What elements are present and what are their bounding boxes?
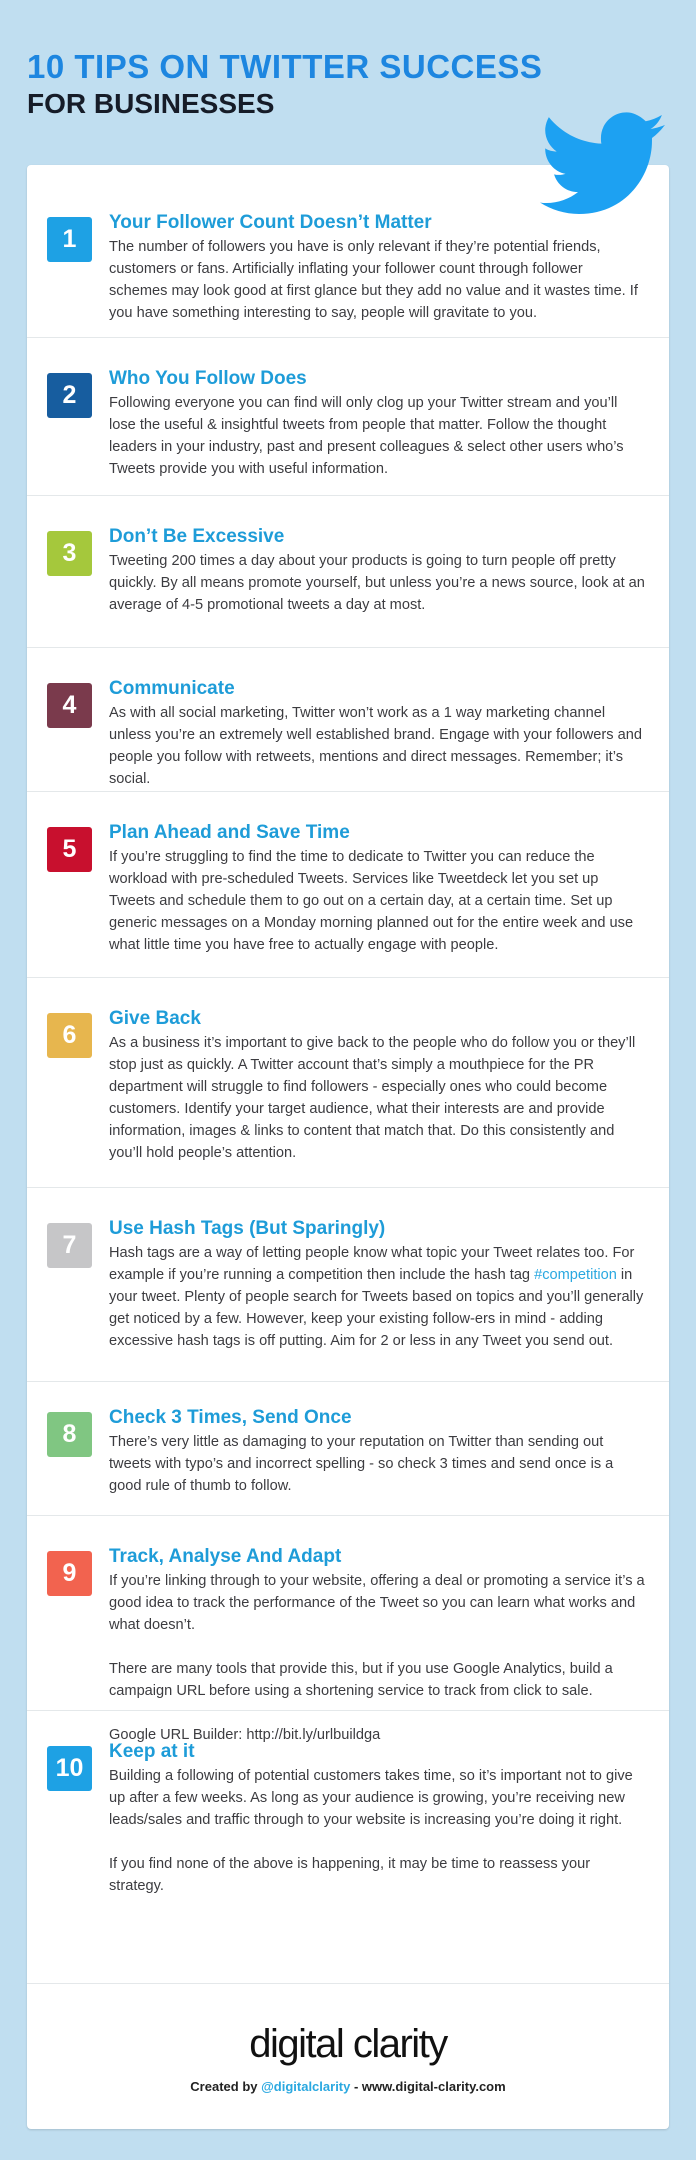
tip-number-badge: 6 [47, 1013, 92, 1058]
credit-line [27, 2079, 669, 2094]
tip-section-9 [27, 1516, 669, 1743]
tip-title: Keep at it [109, 1741, 195, 1762]
tip-title: Plan Ahead and Save Time [109, 822, 350, 843]
tip-number-badge: 5 [47, 827, 92, 872]
tip-title: Check 3 Times, Send Once [109, 1407, 352, 1428]
tip-section-10 [27, 1711, 669, 1984]
tip-title: Use Hash Tags (But Sparingly) [109, 1218, 386, 1239]
page-title: 10 TIPS ON TWITTER SUCCESS [27, 48, 543, 85]
tip-number-badge: 1 [47, 217, 92, 262]
tip-title: Communicate [109, 678, 235, 699]
tip-body: As a business it’s important to give back to the people who do follow you or they’ll stop just as quickly. A Twitter account that’s simply a mouthpiece for the PR department will struggle to find followers - especially ones who could become customers. Identify your target audience, what their interests are and provide information, images & links to content that match that. Do this consistently and you’ll hold people’s attention. [109, 1035, 636, 1161]
tip-body: If you’re struggling to find the time to dedicate to Twitter you can reduce the workload with pre-scheduled Tweets. Services like Tweetdeck let you set up Tweets and schedule them to go out on a certain day, at a certain time. Set up generic messages on a Monday morning planned out for the entire week and use what little time you have free to actually engage with people. [109, 849, 634, 953]
tip-number-badge: 2 [47, 373, 92, 418]
tip-body-text: in your tweet. Plenty of people search for Tweets based on topics and you’ll generally get noticed by a few. However, keep your existing follow-ers in mind - adding excessive hash tags is off putting. Aim for 2 or less in any Tweet you send out. [109, 1267, 644, 1349]
tip-body: Tweeting 200 times a day about your products is going to turn people off pretty quickly. By all means promote yourself, but unless you’re a news source, look at an average of 4-5 promotional tweets a day at most. [109, 553, 645, 613]
twitter-bird-icon [540, 112, 665, 217]
tip-section-7 [27, 1188, 669, 1382]
tip-title: Don’t Be Excessive [109, 526, 285, 547]
page-subtitle: FOR BUSINESSES [27, 88, 275, 119]
tips-card [27, 165, 669, 2129]
tip-body-text: Hash tags are a way of letting people know what topic your Tweet relates too. For example if you’re running a competition then include the hash tag [109, 1245, 635, 1283]
tip-section-4 [27, 648, 669, 792]
digital-clarity-logo: digital clarity [249, 2022, 447, 2066]
tip-title: Your Follower Count Doesn’t Matter [109, 212, 432, 233]
tip-body: As with all social marketing, Twitter won’t work as a 1 way marketing channel unless you’re an extremely well established brand. Engage with your followers and people you follow with retweets, mentions and direct messages. Remember; it’s social. [109, 705, 642, 787]
tip-body: There are many tools that provide this, but if you use Google Analytics, build a campaign URL before using a shortening service to track from click to sale. [109, 1661, 613, 1699]
tip-title: Track, Analyse And Adapt [109, 1546, 342, 1567]
tip-body: Following everyone you can find will only clog up your Twitter stream and you’ll lose the useful & insightful tweets from people that matter. Follow the thought leaders in your industry, past and present colleagues & select other users who’s Tweets provide you with useful information. [109, 395, 624, 477]
tip-number-badge: 9 [47, 1551, 92, 1596]
tip-section-8 [27, 1382, 669, 1516]
tip-number-badge: 8 [47, 1412, 92, 1457]
tip-section-6 [27, 978, 669, 1188]
twitter-handle-link[interactable]: @digitalclarity [261, 2079, 351, 2094]
tip-section-5 [27, 792, 669, 978]
tip-section-2 [27, 338, 669, 496]
tip-number-badge: 3 [47, 531, 92, 576]
tip-body: Building a following of potential customers takes time, so it’s important not to give up after a few weeks. As long as your audience is growing, you’re receiving new leads/sales and traffic through to your website is increasing you’re doing it right. [109, 1768, 633, 1828]
tip-body: If you’re linking through to your website, offering a deal or promoting a service it’s a good idea to track the performance of the Tweet so you can learn what works and what doesn’t. [109, 1573, 645, 1633]
website-text: - www.digital-clarity.com [350, 2079, 506, 2094]
tip-body: If you find none of the above is happening, it may be time to reassess your strategy. [109, 1856, 591, 1894]
tip-body: The number of followers you have is only relevant if they’re potential friends, customers or fans. Artificially inflating your follower count through follower schemes may look good at first glance but they add no value and it wastes time. If you have something interesting to say, people will gravitate to you. [109, 239, 638, 321]
tip-title: Give Back [109, 1008, 201, 1029]
hashtag-link[interactable]: #competition [534, 1267, 617, 1283]
tip-body: Google URL Builder: http://bit.ly/urlbuildga [109, 1727, 381, 1743]
tip-number-badge: 10 [47, 1746, 92, 1791]
tip-section-3 [27, 496, 669, 648]
created-by-label: Created by [190, 2079, 262, 2094]
tip-title: Who You Follow Does [109, 368, 307, 389]
tip-number-badge: 4 [47, 683, 92, 728]
tip-number-badge: 7 [47, 1223, 92, 1268]
tip-body [109, 1242, 645, 1352]
tip-body: There’s very little as damaging to your reputation on Twitter than sending out tweets with typo’s and incorrect spelling - so check 3 times and send once is a good rule of thumb to follow. [109, 1434, 614, 1494]
footer [27, 1984, 669, 2129]
